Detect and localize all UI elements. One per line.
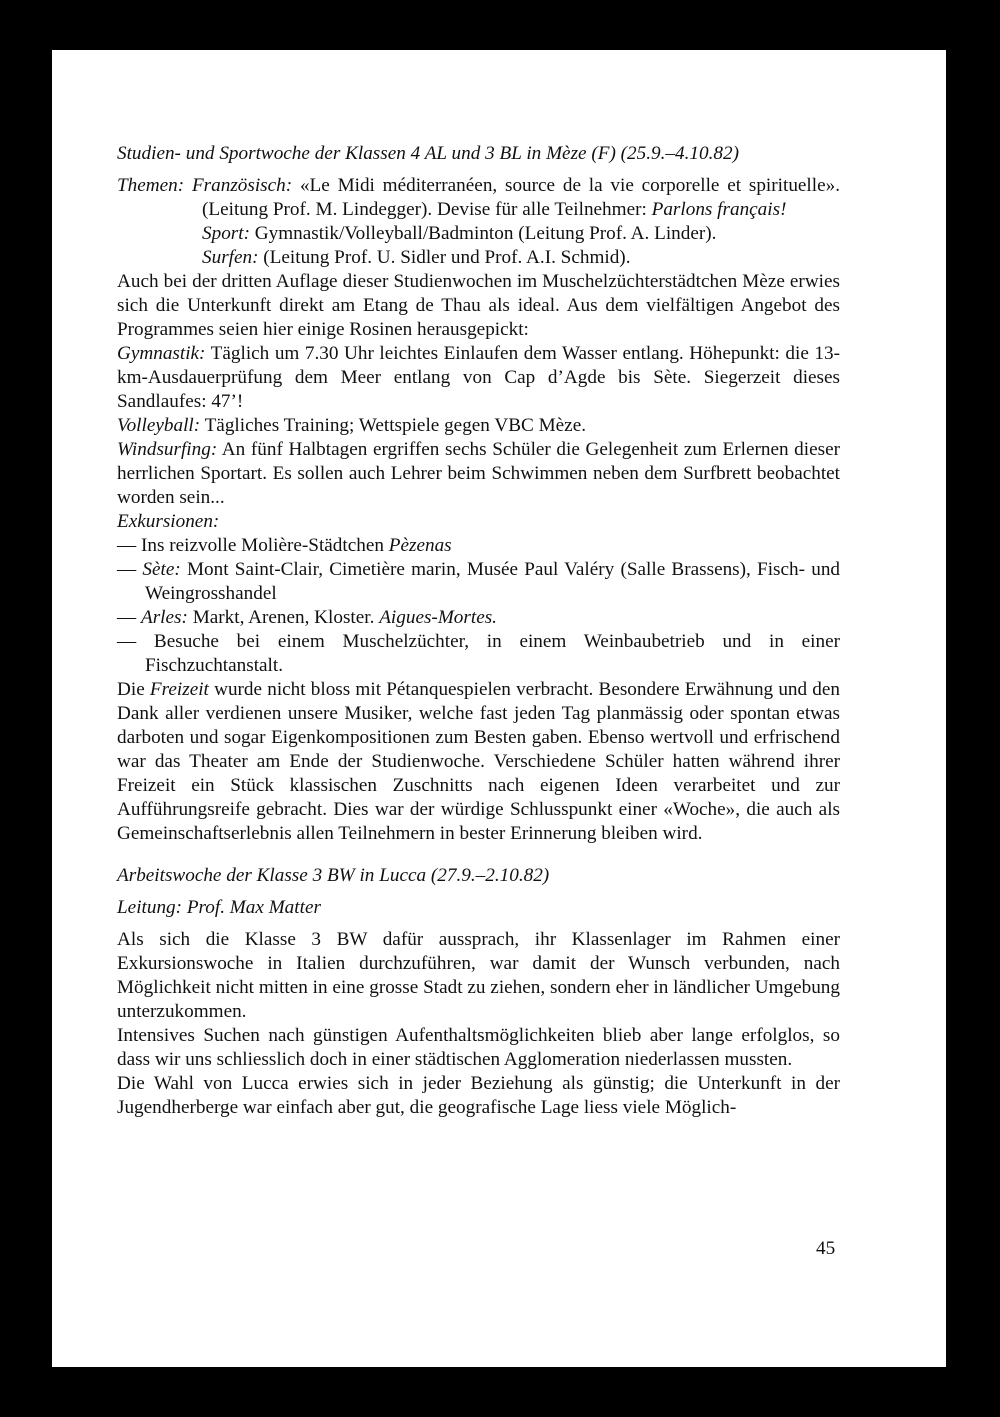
exkursion-item: — Besuche bei einem Muschelzüchter, in einem Weinbaubetrieb und in einer Fischzuchtanstalt. xyxy=(117,631,840,676)
windsurfing-paragraph xyxy=(117,438,840,510)
exkursion-place: Arles: xyxy=(140,607,188,628)
page-number: 45 xyxy=(816,1238,836,1259)
exkursion-item xyxy=(117,558,840,606)
themen-paragraph xyxy=(117,174,840,222)
freizeit-emphasis: Freizeit xyxy=(149,679,209,700)
exkursion-item xyxy=(117,606,840,630)
freizeit-start: Die xyxy=(117,679,145,700)
volleyball-text: Tägliches Training; Wettspiele gegen VBC Mèze. xyxy=(204,415,587,436)
intro-paragraph: Auch bei der dritten Auflage dieser Studienwochen im Muschelzüchterstädtchen Mèze erwies sich die Unterkunft direkt am Etang de Thau als ideal. Aus dem vielfältigen Angebot des Programmes seien hier einige Rosinen herausgepickt: xyxy=(117,271,840,340)
lucca-paragraph: Die Wahl von Lucca erwies sich in jeder Beziehung als günstig; die Unterkunft in der Jugendherberge war einfach aber gut, die geografische Lage liess viele Möglich- xyxy=(117,1073,840,1118)
exkursion-dash: — xyxy=(117,559,137,580)
themen-label: Themen: xyxy=(117,175,185,196)
lucca-paragraph: Als sich die Klasse 3 BW dafür aussprach, ihr Klassenlager im Rahmen einer Exkursionswoche in Italien durchzuführen, war damit der Wunsch verbunden, nach Möglichkeit nicht mitten in eine grosse Stadt zu ziehen, sondern eher in ländlicher Umgebung unterzukommen. xyxy=(117,929,840,1022)
section-heading: Studien- und Sportwoche der Klassen 4 AL und 3 BL in Mèze (F) (25.9.–4.10.82) xyxy=(117,143,739,164)
volleyball-label: Volleyball: xyxy=(117,415,201,436)
franz-motto: Parlons français! xyxy=(651,199,787,220)
franz-label: Französisch: xyxy=(191,175,293,196)
exkursion-text: — Ins reizvolle Molière-Städtchen xyxy=(117,535,384,556)
leitung-line: Leitung: Prof. Max Matter xyxy=(117,897,321,918)
exkursion-text: Markt, Arenen, Kloster. xyxy=(192,607,375,628)
exkursion-place: Sète: xyxy=(142,559,181,580)
exkursionen-heading: Exkursionen: xyxy=(117,511,220,532)
section-heading: Arbeitswoche der Klasse 3 BW in Lucca (27.9.–2.10.82) xyxy=(117,865,550,886)
windsurfing-label: Windsurfing: xyxy=(117,439,218,460)
surfen-text: (Leitung Prof. U. Sidler und Prof. A.I. Schmid). xyxy=(263,247,631,268)
gymnastik-text: Täglich um 7.30 Uhr leichtes Einlaufen dem Wasser entlang. Höhepunkt: die 13-km-Ausdauerprüfung dem Meer entlang von Cap d’Agde bis Sète. Siegerzeit dieses Sandlaufes: 47’! xyxy=(117,343,841,412)
exkursion-place: Pèzenas xyxy=(388,535,452,556)
gymnastik-paragraph xyxy=(117,342,840,414)
windsurfing-text: An fünf Halbtagen ergriffen sechs Schüler die Gelegenheit zum Erlernen dieser herrlichen Sportart. Es sollen auch Lehrer beim Schwimmen neben dem Surfbrett beobachtet worden sein... xyxy=(117,439,840,508)
exkursion-text: Mont Saint-Clair, Cimetière marin, Musée Paul Valéry (Salle Brassens), Fisch- und Weingrosshandel xyxy=(145,559,841,604)
freizeit-text: wurde nicht bloss mit Pétanquespielen verbracht. Besondere Erwähnung und den Dank aller verdienen unsere Musiker, welche fast jeden Tag planmässig oder spontan etwas darboten und sogar Eigenkompositionen zum Besten gaben. Ebenso wertvoll und erfrischend war das Theater am Ende der Studienwoche. Verschiedene Schüler hatten während ihrer Freizeit ein Stück klassischen Zuschnitts nach eigenen Ideen verarbeitet und zur Aufführungsreife gebracht. Dies war der würdige Schlusspunkt einer «Woche», die auch als Gemeinschaftserlebnis allen Teilnehmern in bester Erinnerung bleiben wird. xyxy=(117,679,841,844)
sport-line xyxy=(117,222,840,246)
exkursion-dash: — xyxy=(117,607,137,628)
franz-text: «Le Midi méditerranéen, source de la vie corporelle et spirituelle». (Leitung Prof. M. Lindegger). Devise für alle Teilnehmer: xyxy=(202,175,840,220)
document-page xyxy=(52,50,946,1367)
exkursion-place: Aigues-Mortes. xyxy=(379,607,497,628)
surfen-label: Surfen: xyxy=(202,247,259,268)
lucca-paragraph: Intensives Suchen nach günstigen Aufenthaltsmöglichkeiten blieb aber lange erfolglos, so dass wir uns schliesslich doch in einer städtischen Agglomeration niederlassen mussten. xyxy=(117,1025,840,1070)
volleyball-paragraph xyxy=(117,414,840,438)
freizeit-paragraph xyxy=(117,678,840,846)
sport-label: Sport: xyxy=(202,223,250,244)
exkursion-item xyxy=(117,534,840,558)
surfen-line xyxy=(117,246,840,270)
gymnastik-label: Gymnastik: xyxy=(117,343,206,364)
section-gap xyxy=(117,846,840,864)
sport-text: Gymnastik/Volleyball/Badminton (Leitung Prof. A. Linder). xyxy=(254,223,717,244)
page-content xyxy=(117,142,840,1120)
exkursionen-label xyxy=(117,510,840,534)
